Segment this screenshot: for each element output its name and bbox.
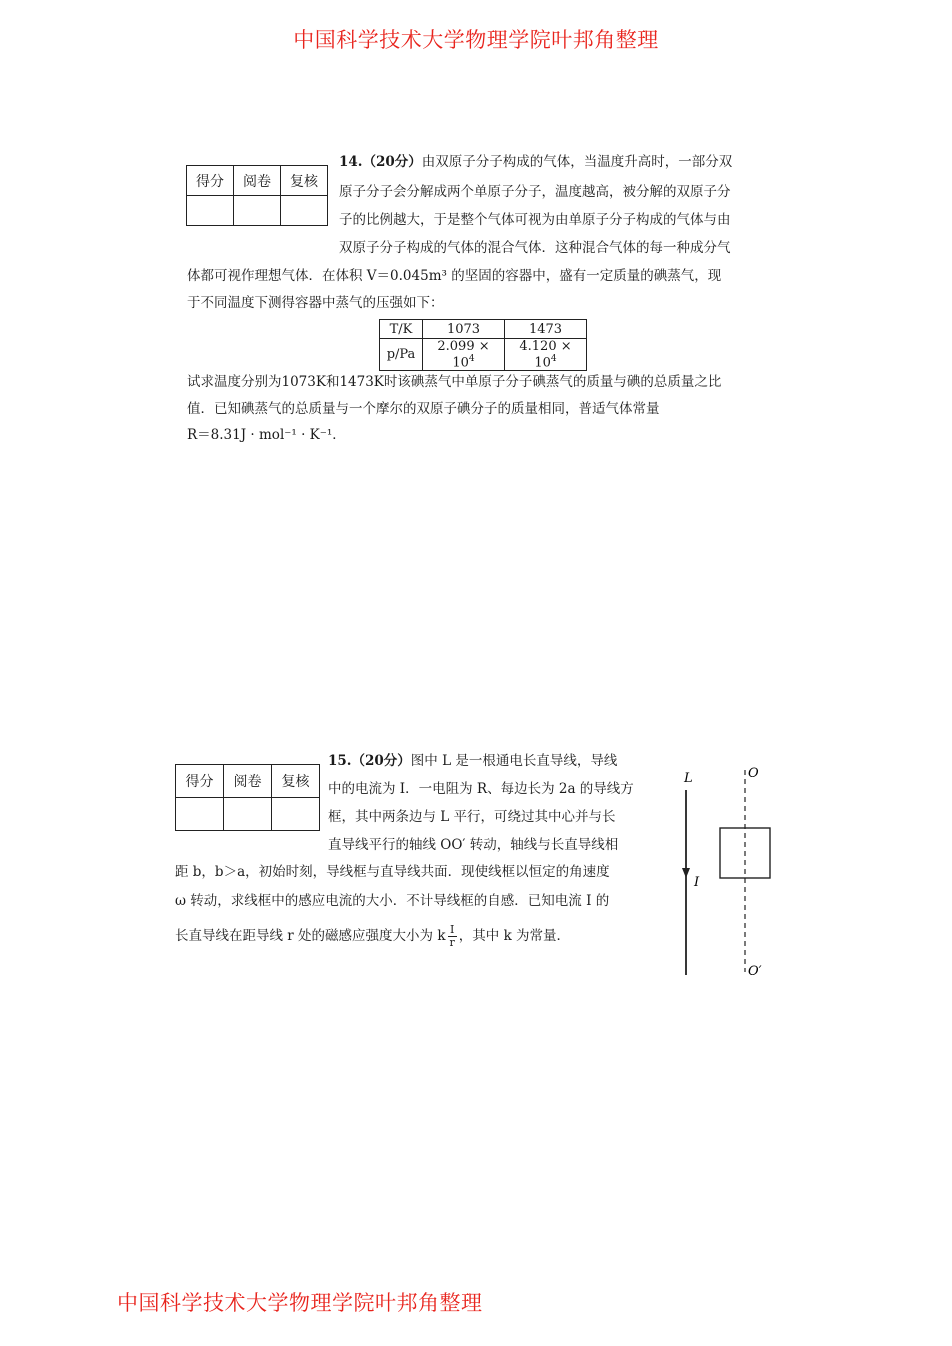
p14-line-0 — [339, 152, 732, 172]
score-cell[interactable] — [234, 196, 281, 226]
table-t-1073: 1073 — [423, 320, 505, 339]
table-t-1473: 1473 — [505, 320, 587, 339]
p15-line-6: 长直导线在距导线 r 处的磁感应强度大小为 k $\frac{I}{r}$ ，其中 k 为常量． — [175, 923, 571, 949]
label-current-i: I — [694, 875, 700, 890]
table-p-1073: $2.099 \times 10^4$ — [423, 339, 505, 371]
label-axis-o-prime: O′ — [748, 964, 762, 979]
score-cell[interactable] — [224, 798, 272, 831]
score-cell[interactable] — [272, 798, 320, 831]
score-header-review: 阅卷 — [234, 166, 281, 196]
p15-text: 图中 L 是一根通电长直导线，导线 — [410, 753, 618, 769]
table-header-t: T/K — [380, 320, 423, 339]
p14-after-1: 值．已知碘蒸气的总质量与一个摩尔的双原子碘分子的质量相同，普适气体常量 — [187, 401, 660, 417]
p14-line-3: 双原子分子构成的气体的混合气体．这种混合气体的每一种成分气 — [339, 240, 731, 256]
table-header-p: p/Pa — [380, 339, 423, 371]
score-header-score: 得分 — [187, 166, 234, 196]
p15-line-1: 中的电流为 I．一电阻为 R、每边长为 2a 的导线方 — [328, 781, 634, 797]
current-arrow-icon — [682, 868, 690, 878]
label-wire-l: L — [684, 771, 693, 786]
p15-label: 15.（20分） — [328, 753, 411, 769]
p15-line-4: 距 b，b＞a，初始时刻，导线框与直导线共面．现使线框以恒定的角速度 — [175, 864, 610, 880]
wire-loop-figure — [676, 760, 786, 982]
label-axis-o: O — [748, 766, 759, 781]
pressure-table — [379, 319, 587, 371]
p14-line-5: 于不同温度下测得容器中蒸气的压强如下： — [187, 295, 444, 311]
score-header-score: 得分 — [176, 765, 224, 798]
p15-line-3: 直导线平行的轴线 OO′ 转动，轴线与长直导线相 — [328, 837, 619, 853]
header-watermark: 中国科学技术大学物理学院叶邦角整理 — [293, 28, 659, 52]
score-header-check: 复核 — [281, 166, 328, 196]
footer-watermark: 中国科学技术大学物理学院叶邦角整理 — [117, 1291, 483, 1315]
table-p-1473: $4.120 \times 10^4$ — [505, 339, 587, 371]
score-header-check: 复核 — [272, 765, 320, 798]
score-table-15 — [175, 764, 320, 831]
p14-line-1: 原子分子会分解成两个单原子分子，温度越高，被分解的双原子分 — [339, 184, 731, 200]
fraction-i-over-r: $\frac{I}{r}$ — [449, 923, 455, 949]
p14-text: 由双原子分子构成的气体，当温度升高时，一部分双 — [421, 154, 733, 170]
p14-line-2: 子的比例越大，于是整个气体可视为由单原子分子构成的气体与由 — [339, 212, 731, 228]
p14-line-4: 体都可视作理想气体．在体积 V＝0.045m³ 的坚固的容器中，盛有一定质量的碘蒸气，现 — [187, 268, 722, 284]
score-cell[interactable] — [176, 798, 224, 831]
p15-line-5: ω 转动，求线框中的感应电流的大小．不计导线框的自感．已知电流 I 的 — [175, 893, 610, 909]
p14-after-0: 试求温度分别为1073K和1473K时该碘蒸气中单原子分子碘蒸气的质量与碘的总质量之比 — [187, 374, 722, 390]
p15-line-0 — [328, 751, 617, 771]
score-table-14 — [186, 165, 328, 226]
score-cell[interactable] — [187, 196, 234, 226]
score-cell[interactable] — [281, 196, 328, 226]
p14-after-2: R＝8.31J · mol⁻¹ · K⁻¹． — [187, 427, 346, 443]
score-header-review: 阅卷 — [224, 765, 272, 798]
p14-label: 14.（20分） — [339, 154, 422, 170]
p15-line-2: 框，其中两条边与 L 平行，可绕过其中心并与长 — [328, 809, 616, 825]
